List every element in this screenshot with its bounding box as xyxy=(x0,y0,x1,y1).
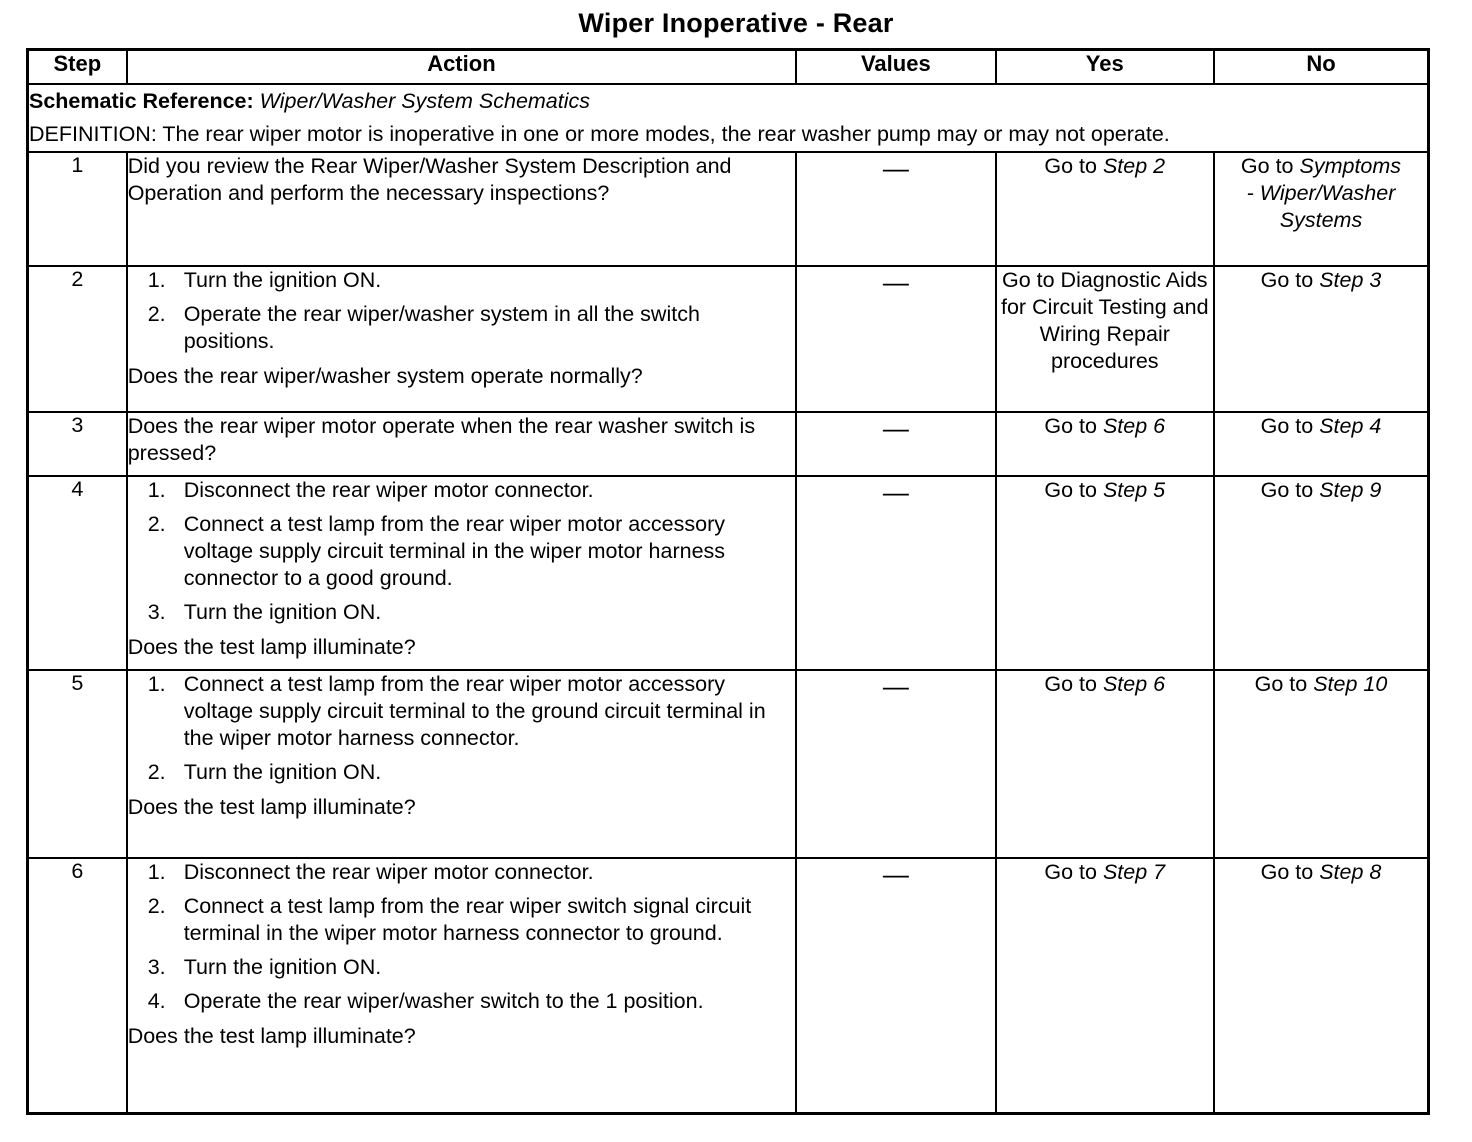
column-header-yes: Yes xyxy=(996,50,1214,85)
goto-prefix: Go to xyxy=(1260,860,1314,884)
goto-prefix: Go to xyxy=(1044,672,1097,696)
yes-cell xyxy=(996,476,1214,670)
values-cell: — xyxy=(796,476,995,670)
schematic-reference-label: Schematic Reference: xyxy=(29,89,254,113)
substep-list xyxy=(128,477,795,626)
goto-prefix: Go to xyxy=(1260,414,1314,438)
substep: 2. Turn the ignition ON. xyxy=(147,760,382,784)
goto-prefix: Go to xyxy=(1240,154,1294,178)
substep: 3. Turn the ignition ON. xyxy=(147,955,382,979)
goto-prefix: Go to xyxy=(1260,268,1314,292)
page-title: Wiper Inoperative - Rear xyxy=(578,8,894,38)
no-target: Step 4 xyxy=(1319,414,1382,438)
column-header-no: No xyxy=(1214,50,1429,85)
no-cell xyxy=(1214,412,1429,476)
table-row xyxy=(28,412,1429,476)
goto-prefix: Go to xyxy=(1260,478,1314,502)
yes-cell xyxy=(996,412,1214,476)
action-question: Does the rear wiper/washer system operate normally? xyxy=(127,364,643,388)
substep: 3. Turn the ignition ON. xyxy=(147,600,382,624)
values-cell: — xyxy=(796,412,995,476)
goto-prefix: Go to xyxy=(1254,672,1308,696)
substep: 1. Disconnect the rear wiper motor connector. xyxy=(147,478,594,502)
yes-cell xyxy=(996,858,1214,1113)
definition-text: DEFINITION: The rear wiper motor is inoperative in one or more modes, the rear washer pump may or may not operate. xyxy=(29,122,1170,146)
yes-target: Step 6 xyxy=(1102,414,1166,438)
no-cell xyxy=(1214,266,1429,412)
substep: 4. Operate the rear wiper/washer switch to the 1 position. xyxy=(147,989,704,1013)
table-row xyxy=(28,152,1429,266)
values-cell: — xyxy=(796,858,995,1113)
yes-cell xyxy=(996,152,1214,266)
yes-text: Go to Diagnostic Aids for Circuit Testing and Wiring Repair procedures xyxy=(1001,268,1209,373)
step-number: 2 xyxy=(28,266,127,412)
action-cell xyxy=(127,266,796,412)
values-cell: — xyxy=(796,152,995,266)
yes-cell xyxy=(996,266,1214,412)
step-number: 6 xyxy=(28,858,127,1113)
no-target: Step 9 xyxy=(1319,478,1382,502)
yes-cell xyxy=(996,670,1214,858)
table-row xyxy=(28,266,1429,412)
schematic-reference-link: Wiper/Washer System Schematics xyxy=(259,89,591,113)
values-cell: — xyxy=(796,266,995,412)
no-target-line3: Systems xyxy=(1279,208,1363,232)
substep: 2. Connect a test lamp from the rear wiper switch signal circuit terminal in the wiper motor harness connector to ground. xyxy=(147,894,752,945)
yes-target: Step 6 xyxy=(1102,672,1166,696)
table-row xyxy=(28,858,1429,1113)
column-header-action: Action xyxy=(127,50,796,85)
no-target: Symptoms xyxy=(1299,154,1402,178)
no-target-line2: - Wiper/Washer xyxy=(1246,181,1396,205)
goto-prefix: Go to xyxy=(1044,154,1097,178)
no-target: Step 10 xyxy=(1313,672,1388,696)
action-cell xyxy=(127,476,796,670)
no-cell xyxy=(1214,858,1429,1113)
schematic-reference-cell xyxy=(28,84,1429,152)
substep-list xyxy=(128,859,795,1015)
action-question: Does the test lamp illuminate? xyxy=(127,1024,416,1048)
step-number: 1 xyxy=(28,152,127,266)
yes-target: Step 2 xyxy=(1102,154,1166,178)
action-question: Does the test lamp illuminate? xyxy=(127,795,416,819)
action-question: Did you review the Rear Wiper/Washer System Description and Operation and perform the necessary inspections? xyxy=(127,154,732,205)
action-cell xyxy=(127,152,796,266)
action-cell xyxy=(127,412,796,476)
schematic-reference-row xyxy=(28,84,1429,152)
substep: 2. Connect a test lamp from the rear wiper motor accessory voltage supply circuit terminal in the wiper motor harness connector to a good ground. xyxy=(147,512,726,590)
no-target: Step 3 xyxy=(1319,268,1382,292)
goto-prefix: Go to xyxy=(1044,414,1097,438)
no-cell xyxy=(1214,152,1429,266)
no-target: Step 8 xyxy=(1319,860,1382,884)
yes-target: Step 5 xyxy=(1102,478,1166,502)
diagnostic-table xyxy=(26,48,1430,1115)
step-number: 3 xyxy=(28,412,127,476)
column-header-values: Values xyxy=(796,50,995,85)
action-cell xyxy=(127,670,796,858)
action-question: Does the test lamp illuminate? xyxy=(127,635,416,659)
goto-prefix: Go to xyxy=(1044,860,1097,884)
yes-target: Step 7 xyxy=(1102,860,1166,884)
action-cell xyxy=(127,858,796,1113)
values-cell: — xyxy=(796,670,995,858)
substep: 1. Disconnect the rear wiper motor connector. xyxy=(147,860,594,884)
no-cell xyxy=(1214,670,1429,858)
step-number: 4 xyxy=(28,476,127,670)
substep-list xyxy=(128,671,795,786)
step-number: 5 xyxy=(28,670,127,858)
substep: 2. Operate the rear wiper/washer system in all the switch positions. xyxy=(147,302,700,353)
header-row xyxy=(28,50,1429,85)
column-header-step: Step xyxy=(28,50,127,85)
substep: 1. Connect a test lamp from the rear wiper motor accessory voltage supply circuit terminal to the ground circuit terminal in the wiper motor harness connector. xyxy=(147,672,766,750)
table-row xyxy=(28,476,1429,670)
no-cell xyxy=(1214,476,1429,670)
substep-list xyxy=(128,267,795,355)
action-question: Does the rear wiper motor operate when the rear washer switch is pressed? xyxy=(127,414,756,465)
substep: 1. Turn the ignition ON. xyxy=(147,268,382,292)
table-row xyxy=(28,670,1429,858)
goto-prefix: Go to xyxy=(1044,478,1097,502)
